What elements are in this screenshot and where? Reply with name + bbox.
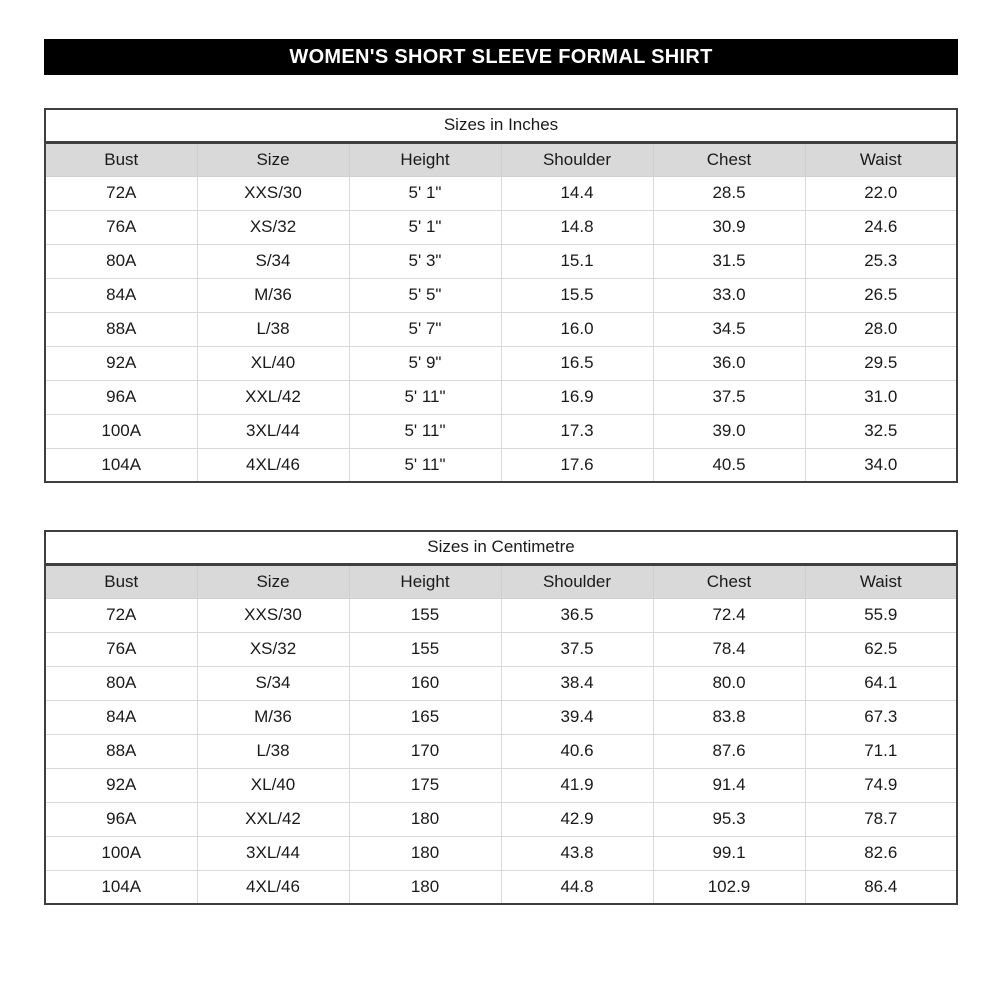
table-cell: 31.5: [653, 244, 805, 278]
table-row: [45, 380, 957, 414]
table-cell: M/36: [197, 278, 349, 312]
table-title: Sizes in Inches: [45, 109, 957, 142]
column-header: Bust: [45, 142, 197, 176]
table-cell: 80.0: [653, 666, 805, 700]
table-cell: 84A: [45, 700, 197, 734]
table-cell: 88A: [45, 734, 197, 768]
table-cell: XXL/42: [197, 802, 349, 836]
table-cell: 82.6: [805, 836, 957, 870]
table-cell: 86.4: [805, 870, 957, 904]
table-cell: 76A: [45, 210, 197, 244]
table-row: [45, 244, 957, 278]
table-cell: 80A: [45, 666, 197, 700]
size-table-centimetre: [44, 530, 958, 905]
table-cell: S/34: [197, 666, 349, 700]
table-cell: 95.3: [653, 802, 805, 836]
table-cell: 100A: [45, 414, 197, 448]
table-cell: M/36: [197, 700, 349, 734]
table-cell: XS/32: [197, 632, 349, 666]
table-cell: 25.3: [805, 244, 957, 278]
table-cell: 34.0: [805, 448, 957, 482]
table-cell: XXS/30: [197, 598, 349, 632]
table-cell: S/34: [197, 244, 349, 278]
table-cell: 87.6: [653, 734, 805, 768]
table-cell: 14.4: [501, 176, 653, 210]
table-cell: 170: [349, 734, 501, 768]
table-cell: L/38: [197, 312, 349, 346]
table-cell: XXL/42: [197, 380, 349, 414]
table-cell: 41.9: [501, 768, 653, 802]
table-cell: 29.5: [805, 346, 957, 380]
table-cell: 38.4: [501, 666, 653, 700]
table-cell: 40.5: [653, 448, 805, 482]
table-cell: 5' 1": [349, 176, 501, 210]
table-cell: 4XL/46: [197, 870, 349, 904]
table-cell: 92A: [45, 768, 197, 802]
table-title-row: [45, 109, 957, 142]
table-header-row: [45, 564, 957, 598]
table-cell: 72A: [45, 176, 197, 210]
column-header: Size: [197, 564, 349, 598]
page-title-banner: [44, 39, 958, 75]
table-cell: 3XL/44: [197, 836, 349, 870]
table-row: [45, 278, 957, 312]
table-cell: 17.3: [501, 414, 653, 448]
table-cell: L/38: [197, 734, 349, 768]
table-body: [45, 598, 957, 904]
table-row: [45, 870, 957, 904]
table-cell: 34.5: [653, 312, 805, 346]
table-cell: 33.0: [653, 278, 805, 312]
table-cell: 30.9: [653, 210, 805, 244]
table-row: [45, 632, 957, 666]
table-cell: 78.4: [653, 632, 805, 666]
table-cell: XXS/30: [197, 176, 349, 210]
table-cell: 96A: [45, 802, 197, 836]
table-cell: 102.9: [653, 870, 805, 904]
table-cell: 14.8: [501, 210, 653, 244]
table-cell: 15.5: [501, 278, 653, 312]
table-cell: 5' 11": [349, 414, 501, 448]
table-cell: 28.0: [805, 312, 957, 346]
table-cell: 37.5: [653, 380, 805, 414]
table-cell: 42.9: [501, 802, 653, 836]
column-header: Chest: [653, 564, 805, 598]
table-row: [45, 414, 957, 448]
table-cell: 180: [349, 870, 501, 904]
table-cell: 5' 3": [349, 244, 501, 278]
table-cell: 165: [349, 700, 501, 734]
table-row: [45, 802, 957, 836]
column-header: Waist: [805, 564, 957, 598]
table-cell: 22.0: [805, 176, 957, 210]
table-cell: 155: [349, 632, 501, 666]
table-cell: 43.8: [501, 836, 653, 870]
table-row: [45, 210, 957, 244]
table-cell: 99.1: [653, 836, 805, 870]
table-cell: 16.0: [501, 312, 653, 346]
table-cell: 62.5: [805, 632, 957, 666]
table-row: [45, 598, 957, 632]
table-cell: 5' 1": [349, 210, 501, 244]
table-cell: 37.5: [501, 632, 653, 666]
table-cell: 80A: [45, 244, 197, 278]
table-cell: 40.6: [501, 734, 653, 768]
table-cell: 160: [349, 666, 501, 700]
table-cell: 32.5: [805, 414, 957, 448]
table-body: [45, 176, 957, 482]
table-row: [45, 666, 957, 700]
table-cell: XS/32: [197, 210, 349, 244]
table-row: [45, 312, 957, 346]
table-cell: 64.1: [805, 666, 957, 700]
column-header: Bust: [45, 564, 197, 598]
column-header: Height: [349, 142, 501, 176]
table-cell: 78.7: [805, 802, 957, 836]
table-cell: 24.6: [805, 210, 957, 244]
table-cell: 175: [349, 768, 501, 802]
table-cell: 31.0: [805, 380, 957, 414]
table-cell: 104A: [45, 870, 197, 904]
page-title: WOMEN'S SHORT SLEEVE FORMAL SHIRT: [289, 45, 713, 68]
table-row: [45, 700, 957, 734]
column-header: Size: [197, 142, 349, 176]
table-cell: 26.5: [805, 278, 957, 312]
table-cell: 5' 5": [349, 278, 501, 312]
table-cell: 5' 7": [349, 312, 501, 346]
column-header: Chest: [653, 142, 805, 176]
table-cell: 5' 11": [349, 380, 501, 414]
table-cell: 83.8: [653, 700, 805, 734]
column-header: Waist: [805, 142, 957, 176]
table-cell: 180: [349, 836, 501, 870]
column-header: Height: [349, 564, 501, 598]
table-cell: 55.9: [805, 598, 957, 632]
table-cell: 36.5: [501, 598, 653, 632]
table-row: [45, 448, 957, 482]
table-title-row: [45, 531, 957, 564]
table-row: [45, 734, 957, 768]
table-cell: 88A: [45, 312, 197, 346]
table-cell: 4XL/46: [197, 448, 349, 482]
table-cell: 5' 9": [349, 346, 501, 380]
table-cell: 36.0: [653, 346, 805, 380]
table-cell: 44.8: [501, 870, 653, 904]
table-cell: 72A: [45, 598, 197, 632]
table-cell: 72.4: [653, 598, 805, 632]
table-cell: 28.5: [653, 176, 805, 210]
table-cell: 17.6: [501, 448, 653, 482]
table-cell: 15.1: [501, 244, 653, 278]
table-cell: 39.4: [501, 700, 653, 734]
table-cell: 104A: [45, 448, 197, 482]
table-title: Sizes in Centimetre: [45, 531, 957, 564]
table-cell: 91.4: [653, 768, 805, 802]
table-cell: 96A: [45, 380, 197, 414]
table-cell: 5' 11": [349, 448, 501, 482]
table-cell: 3XL/44: [197, 414, 349, 448]
table-cell: 16.5: [501, 346, 653, 380]
table-cell: 76A: [45, 632, 197, 666]
table-cell: 74.9: [805, 768, 957, 802]
table-cell: 39.0: [653, 414, 805, 448]
table-row: [45, 346, 957, 380]
table-row: [45, 768, 957, 802]
table-cell: 100A: [45, 836, 197, 870]
table-cell: 92A: [45, 346, 197, 380]
table-row: [45, 176, 957, 210]
table-row: [45, 836, 957, 870]
table-cell: XL/40: [197, 768, 349, 802]
column-header: Shoulder: [501, 564, 653, 598]
column-header: Shoulder: [501, 142, 653, 176]
table-cell: 180: [349, 802, 501, 836]
table-cell: 67.3: [805, 700, 957, 734]
table-cell: 71.1: [805, 734, 957, 768]
table-cell: 155: [349, 598, 501, 632]
table-header-row: [45, 142, 957, 176]
size-table-inches: [44, 108, 958, 483]
table-cell: 16.9: [501, 380, 653, 414]
table-cell: XL/40: [197, 346, 349, 380]
table-cell: 84A: [45, 278, 197, 312]
